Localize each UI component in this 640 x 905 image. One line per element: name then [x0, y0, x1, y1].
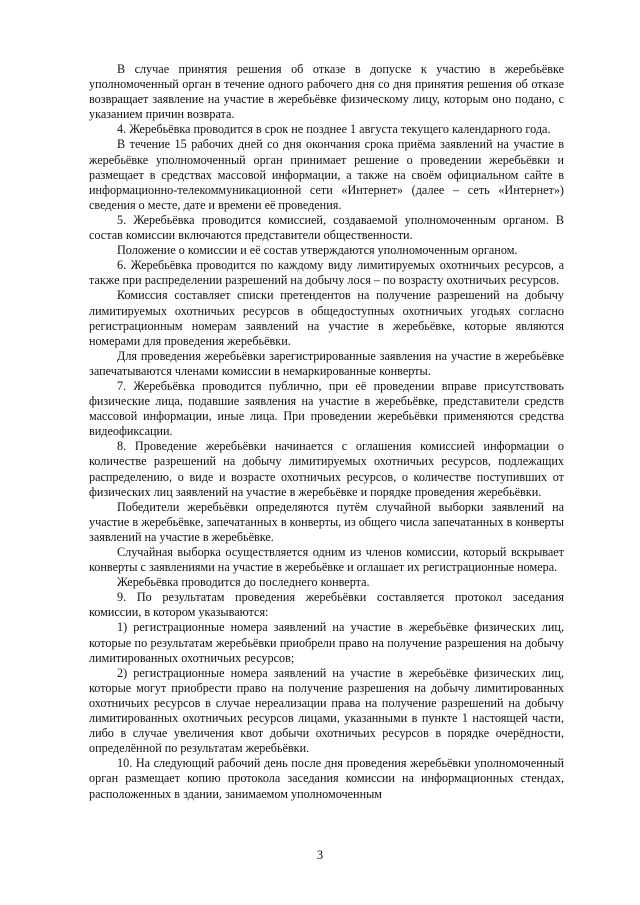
paragraph-item-2: 2) регистрационные номера заявлений на участие в жеребьёвке физических лиц, которые могут приобрести право на получение разрешения на добычу лимитированных охотничьих ресурсов в случае нереализации права на получение разрешений на добычу лимитированных охотничьих ресурсов лицами, указанными в пункте 1 настоящей части, либо в случае увеличения квот добычи охотничьих ресурсов в порядке очерёдности, определённой по результатам жеребьёвки. [89, 665, 564, 756]
paragraph-9-protocol: 9. По результатам проведения жеребьёвки составляется протокол заседания комиссии, в котором указываются: [89, 590, 564, 620]
paragraph-random-selection: Случайная выборка осуществляется одним из членов комиссии, который вскрывает конверты с заявлениями на участие в жеребьёвке и оглашает их регистрационные номера. [89, 545, 564, 575]
paragraph-7-public: 7. Жеребьёвка проводится публично, при её проведении вправе присутствовать физические лица, подавшие заявления на участие в жеребьёвке, представители средств массовой информации, иные лица. При проведении жеребьёвки применяются средства видеофиксации. [89, 378, 564, 439]
paragraph-candidate-lists: Комиссия составляет списки претендентов на получение разрешений на добычу лимитируемых охотничьих ресурсов в общедоступных охотничьих угодьях согласно регистрационным номерам заявлений на участие в жеребьёвке, которые являются номерами для проведения жеребьёвки. [89, 288, 564, 348]
paragraph-5-commission: 5. Жеребьёвка проводится комиссией, создаваемой уполномоченным органом. В состав комиссии включаются представители общественности. [89, 212, 564, 243]
paragraph-commission-regulation: Положение о комиссии и её состав утверждаются уполномоченным органом. [117, 243, 518, 258]
paragraph-sealed-envelopes: Для проведения жеребьёвки зарегистрированные заявления на участие в жеребьёвке запечатываются членами комиссии в немаркированные конверты. [89, 348, 564, 378]
paragraph-6-species: 6. Жеребьёвка проводится по каждому виду лимитируемых охотничьих ресурсов, а также при распределении разрешений на добычу лося – по возрасту охотничьих ресурсов. [89, 258, 564, 288]
paragraph-winners: Победители жеребьёвки определяются путём случайной выборки заявлений на участие в жеребьёвке, запечатанных в конверты, из общего числа запечатанных в конверты заявлений на участие в жеребьёвке. [89, 499, 564, 544]
paragraph-decision-publication: В течение 15 рабочих дней со дня окончания срока приёма заявлений на участие в жеребьёвке уполномоченный орган принимает решение о проведении жеребьёвки и размещает в средствах массовой информации, а также на своём официальном сайте в информационно-телекоммуникационной сети «Интернет» (далее – сеть «Интернет») сведения о месте, дате и времени её проведения. [89, 137, 564, 212]
page-number: 3 [316, 848, 324, 862]
paragraph-8-announcement: 8. Проведение жеребьёвки начинается с оглашения комиссией информации о количестве разрешений на добычу лимитируемых охотничьих ресурсов, подлежащих распределению, о виде и возрасте охотничьих ресурсов, о количестве поступивших от физических лиц заявлений на участие в жеребьёвке и порядке проведения жеребьёвки. [89, 439, 564, 499]
paragraph-refusal-return: В случае принятия решения об отказе в допуске к участию в жеребьёвке уполномоченный орган в течение одного рабочего дня со дня принятия решения об отказе возвращает заявление на участие в жеребьёвке физическому лицу, которым оно подано, с указанием причин возврата. [89, 62, 564, 122]
document-body [89, 62, 564, 802]
paragraph-item-1: 1) регистрационные номера заявлений на участие в жеребьёвке физических лиц, которые по результатам жеребьёвки приобрели право на получение разрешения на добычу лимитированных охотничьих ресурсов; [89, 620, 564, 665]
paragraph-10-posting: 10. На следующий рабочий день после дня проведения жеребьёвки уполномоченный орган размещает копию протокола заседания комиссии на информационных стендах, расположенных в здании, занимаемом уполномоченным [89, 756, 564, 801]
paragraph-last-envelope: Жеребьёвка проводится до последнего конверта. [117, 575, 370, 590]
paragraph-4-deadline: 4. Жеребьёвка проводится в срок не позднее 1 августа текущего календарного года. [117, 122, 551, 137]
